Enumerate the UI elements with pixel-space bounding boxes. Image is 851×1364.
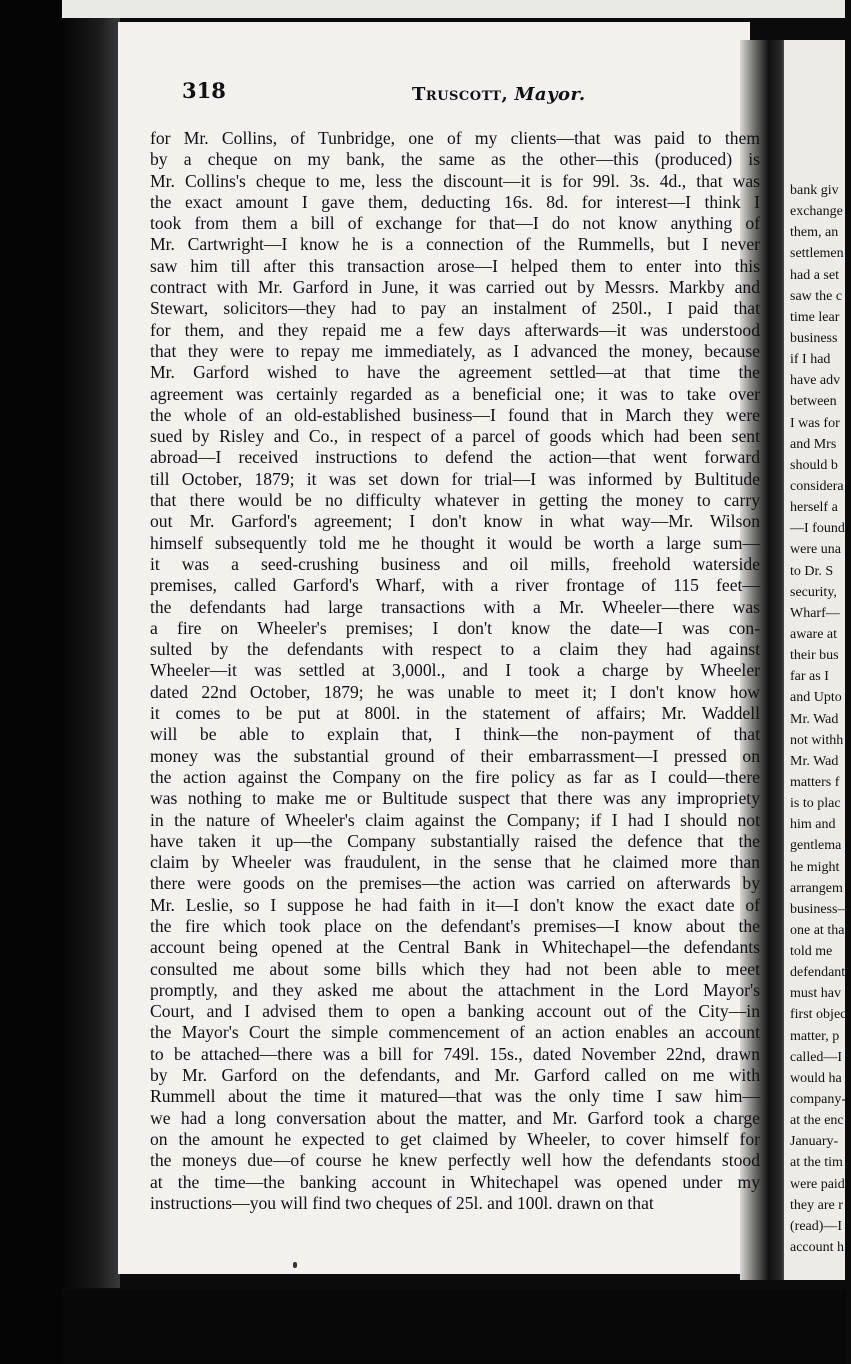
- text-line: the defendants had large transactions with a Mr. Wheeler—there was: [150, 596, 760, 617]
- text-line: that they were to repay me immediately, as I advanced the money, because: [150, 340, 760, 361]
- text-line: we had a long conversation about the matter, and Mr. Garford took a charge: [150, 1107, 760, 1128]
- running-head: [412, 84, 586, 105]
- facing-text-line: is to plac: [790, 796, 841, 812]
- text-line: took from them a bill of exchange for that—I do not know anything of: [150, 213, 760, 234]
- text-line: have taken it up—the Company substantially raised the defence that the: [150, 830, 760, 851]
- text-line: Court, and I advised them to open a banking account out of the City—in: [150, 1001, 760, 1022]
- facing-text-line: have adv: [790, 373, 841, 389]
- text-line: instructions—you will find two cheques of 25l. and 100l. drawn on that: [150, 1192, 654, 1213]
- text-line: Mr. Garford wished to have the agreement settled—at that time the: [150, 362, 760, 383]
- facing-text-line: Mr. Wad: [790, 753, 839, 769]
- facing-text-line: he might: [790, 859, 840, 875]
- running-head-name: Truscott,: [412, 84, 509, 105]
- facing-text-line: account h: [790, 1240, 845, 1256]
- facing-text-line: January-: [790, 1134, 839, 1150]
- facing-text-line: Wharf—: [790, 605, 840, 621]
- text-line: sulted by the defendants with respect to a claim they had against: [150, 639, 760, 660]
- facing-text-line: considera: [790, 478, 844, 494]
- facing-text-line: —I found: [790, 521, 845, 537]
- scan-left-border: [0, 0, 62, 1364]
- facing-text-line: one at tha: [790, 922, 845, 938]
- facing-text-line: they are r: [790, 1197, 843, 1213]
- facing-text-line: them, an: [790, 225, 839, 241]
- facing-text-line: were una: [790, 542, 841, 558]
- facing-text-line: time lear: [790, 309, 840, 325]
- text-line: Mr. Cartwright—I know he is a connection of the Rummells, but I never: [150, 234, 760, 255]
- facing-text-line: not withh: [790, 732, 844, 748]
- text-line: sued by Risley and Co., in respect of a parcel of goods which had been sent: [150, 426, 760, 447]
- ink-mark: [293, 1262, 297, 1268]
- text-line: the action against the Company on the fire policy as far as I could—there: [150, 766, 760, 787]
- text-line: consulted me about some bills which they had not been able to meet: [150, 958, 760, 979]
- text-line: Mr. Leslie, so I suppose he had faith in it—I don't know the exact date of: [150, 894, 760, 915]
- text-line: the moneys due—of course he knew perfectly well how the defendants stood: [150, 1150, 760, 1171]
- facing-text-line: at the enc: [790, 1113, 844, 1129]
- facing-text-line: matter, p: [790, 1028, 840, 1044]
- text-line: at the time—the banking account in Whitechapel was opened under my: [150, 1171, 760, 1192]
- text-line: by Mr. Garford on the defendants, and Mr. Garford called on me with: [150, 1065, 760, 1086]
- text-line: promptly, and they asked me about the attachment in the Lord Mayor's: [150, 979, 760, 1000]
- facing-text-line: business: [790, 330, 838, 346]
- text-line: agreement was certainly regarded as a beneficial one; it was to take over: [150, 383, 760, 404]
- facing-text-line: aware at: [790, 626, 838, 642]
- text-line: contract with Mr. Garford in June, it was carried out by Messrs. Markby and: [150, 277, 760, 298]
- text-line: money was the substantial ground of their embarrassment—I pressed on: [150, 745, 760, 766]
- text-line: for Mr. Collins, of Tunbridge, one of my clients—that was paid to them: [150, 128, 760, 148]
- facing-text-line: exchange: [790, 204, 843, 220]
- text-line: the Mayor's Court the simple commencement of an action enables an account: [150, 1022, 760, 1043]
- scan-top-margin: [0, 0, 845, 18]
- text-line: that there would be no difficulty whatever in getting the money to carry: [150, 490, 760, 511]
- facing-text-line: first objec: [790, 1007, 847, 1023]
- text-line: premises, called Garford's Wharf, with a river frontage of 115 feet—: [150, 575, 760, 596]
- facing-text-line: between: [790, 394, 837, 410]
- text-line: will be able to explain that, I think—the non-payment of that: [150, 724, 760, 745]
- text-line: Stewart, solicitors—they had to pay an instalment of 250l., I paid that: [150, 298, 760, 319]
- facing-text-line: and Upto: [790, 690, 842, 706]
- text-line: Wheeler—it was settled at 3,000l., and I took a charge by Wheeler: [150, 660, 760, 681]
- text-line: the whole of an old-established business—I found that in March they were: [150, 404, 760, 425]
- facing-text-line: gentlema: [790, 838, 842, 854]
- facing-text-line: security,: [790, 584, 837, 600]
- text-line: it comes to be put at 800l. in the statement of affairs; Mr. Waddell: [150, 703, 760, 724]
- text-line: saw him till after this transaction arose—I helped them to enter into this: [150, 255, 760, 276]
- text-line: was nothing to make me or Bultitude suspect that there was any impropriety: [150, 788, 760, 809]
- facing-text-line: told me: [790, 944, 833, 960]
- text-line: to be attached—there was a bill for 749l. 15s., dated November 22nd, drawn: [150, 1043, 760, 1064]
- facing-text-line: I was for: [790, 415, 840, 431]
- text-line: Rummell about the time it matured—that was the only time I saw him—: [150, 1086, 760, 1107]
- text-line: Mr. Collins's cheque to me, less the discount—it is for 99l. 3s. 4d., that was: [150, 170, 760, 191]
- facing-text-line: arrangem: [790, 880, 843, 896]
- facing-text-line: matters f: [790, 774, 840, 790]
- page-number: 318: [182, 78, 226, 103]
- text-line: for them, and they repaid me a few days afterwards—it was understood: [150, 319, 760, 340]
- body-text: [150, 128, 760, 1214]
- facing-text-line: business—: [790, 901, 851, 917]
- facing-text-line: were paid: [790, 1176, 845, 1192]
- facing-text-line: Mr. Wad: [790, 711, 839, 727]
- text-line: there were goods on the premises—the action was carried on afterwards by: [150, 873, 760, 894]
- facing-text-line: (read)—I: [790, 1218, 843, 1234]
- facing-text-line: defendant: [790, 965, 846, 981]
- text-line: the exact amount I gave them, deducting 16s. 8d. for interest—I think I: [150, 191, 760, 212]
- facing-text-line: herself a: [790, 500, 838, 516]
- text-line: account being opened at the Central Bank in Whitechapel—the defendants: [150, 937, 760, 958]
- facing-text-line: settlemen: [790, 246, 844, 262]
- facing-text-line: should b: [790, 457, 838, 473]
- facing-text-line: their bus: [790, 648, 839, 664]
- text-line: the fire which took place on the defendant's premises—I know about the: [150, 915, 760, 936]
- text-line: on the amount he expected to get claimed by Wheeler, to cover himself for: [150, 1128, 760, 1149]
- facing-text-line: if I had: [790, 352, 831, 368]
- text-line: a fire on Wheeler's premises; I don't know the date—I was con-: [150, 617, 760, 638]
- right-page-fragment: [784, 40, 851, 1280]
- running-head-title: Mayor.: [514, 84, 586, 105]
- text-line: abroad—I received instructions to defend the action—that went forward: [150, 447, 760, 468]
- text-line: dated 22nd October, 1879; he was unable to meet it; I don't know how: [150, 681, 760, 702]
- text-line: out Mr. Garford's agreement; I don't know in what way—Mr. Wilson: [150, 511, 760, 532]
- facing-text-line: far as I: [790, 669, 829, 685]
- text-line: till October, 1879; it was set down for trial—I was informed by Bultitude: [150, 468, 760, 489]
- facing-text-line: called—I: [790, 1049, 843, 1065]
- facing-text-line: would ha: [790, 1070, 842, 1086]
- facing-text-line: at the tim: [790, 1155, 843, 1171]
- text-line: it was a seed-crushing business and oil mills, freehold waterside: [150, 553, 760, 574]
- facing-text-line: him and: [790, 817, 836, 833]
- facing-text-line: and Mrs: [790, 436, 837, 452]
- scan-bottom-border: [62, 1290, 845, 1364]
- facing-page-text: [790, 180, 851, 1258]
- facing-text-line: must hav: [790, 986, 841, 1002]
- text-line: himself subsequently told me he thought it would be worth a large sum—: [150, 532, 760, 553]
- facing-text-line: had a set: [790, 267, 839, 283]
- facing-text-line: company-: [790, 1092, 846, 1108]
- text-line: in the nature of Wheeler's claim against the Company; if I had I should not: [150, 809, 760, 830]
- page-edge-shadow: [62, 18, 120, 1288]
- facing-text-line: saw the c: [790, 288, 843, 304]
- text-line: by a cheque on my bank, the same as the other—this (produced) is: [150, 149, 760, 170]
- text-line: claim by Wheeler was fraudulent, in the sense that he claimed more than: [150, 852, 760, 873]
- facing-text-line: bank giv: [790, 183, 839, 198]
- facing-text-line: to Dr. S: [790, 563, 834, 579]
